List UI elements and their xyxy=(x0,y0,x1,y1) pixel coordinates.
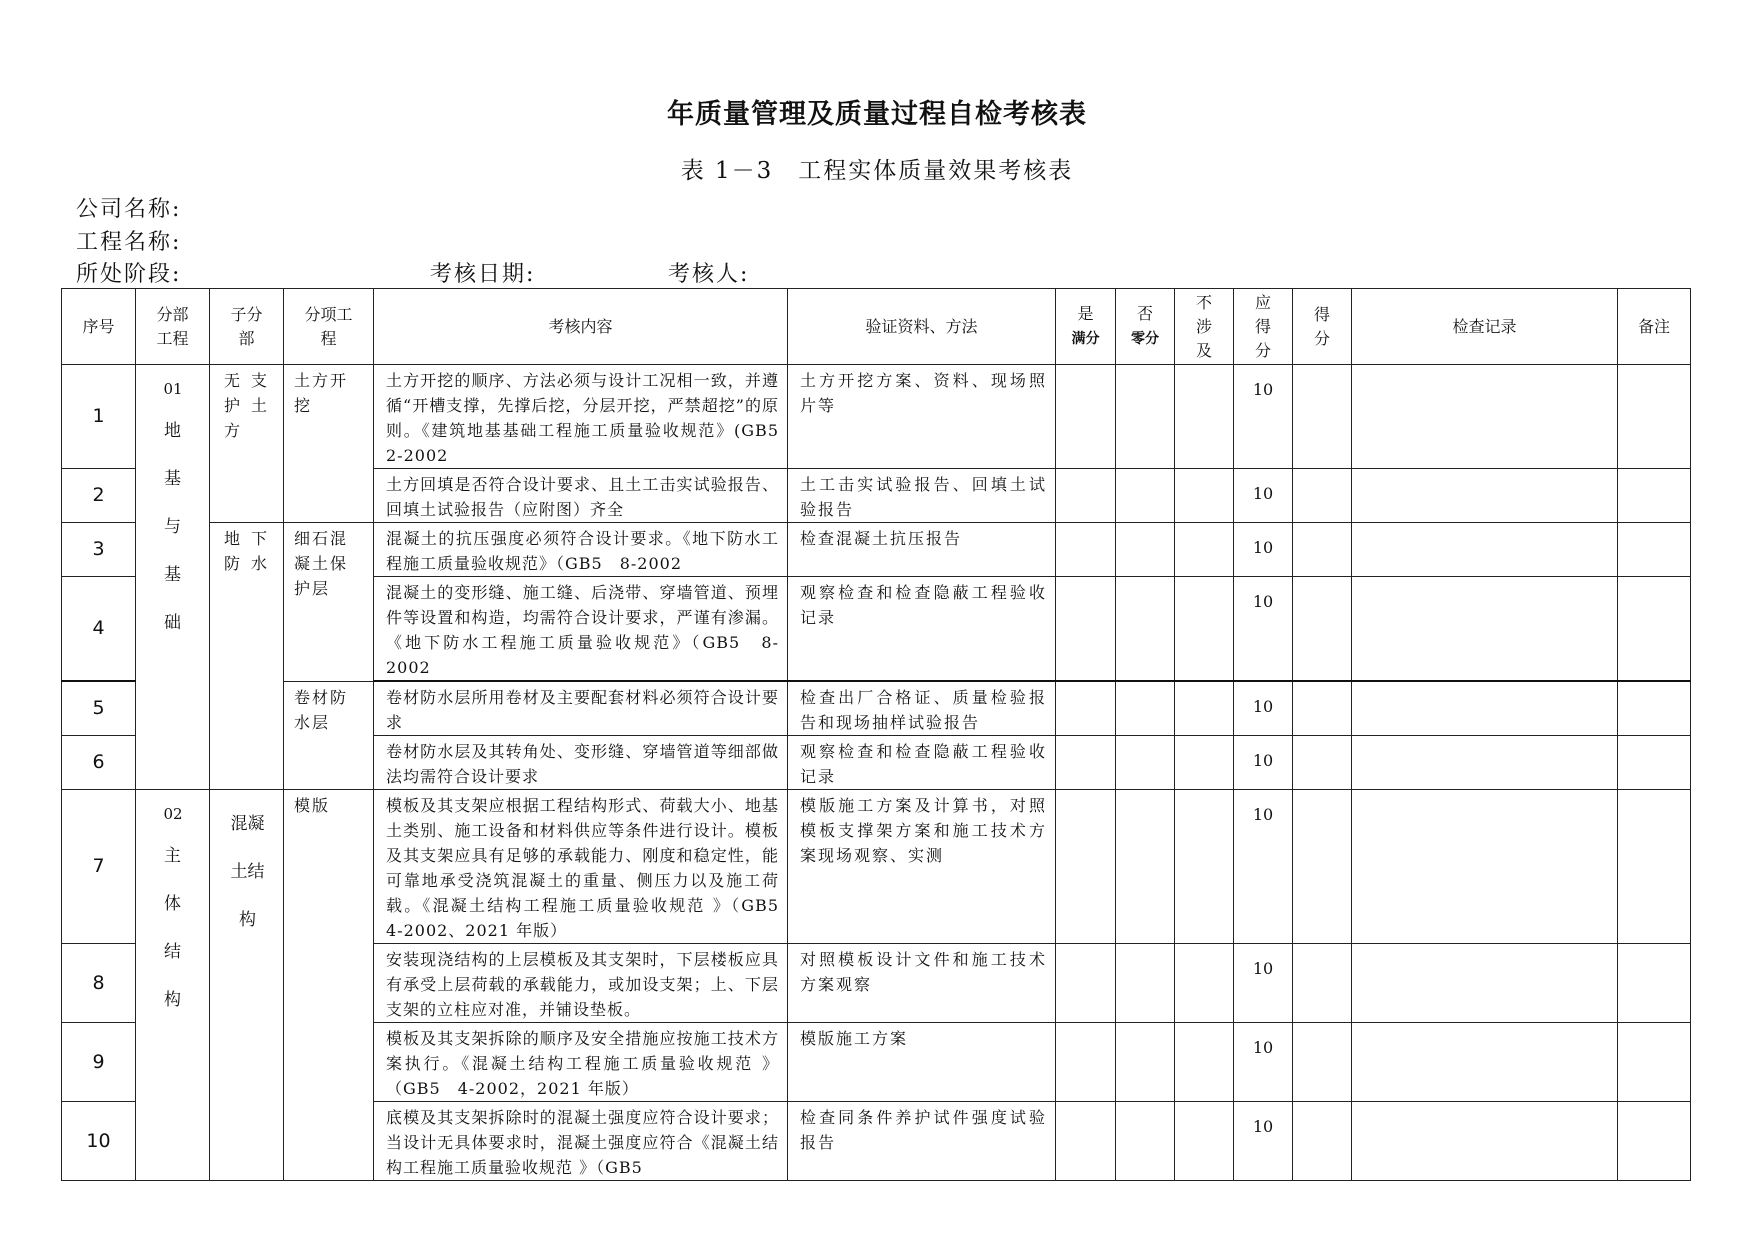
row-yes[interactable] xyxy=(1056,1102,1116,1181)
row-got[interactable] xyxy=(1293,365,1352,469)
row-na[interactable] xyxy=(1175,577,1234,682)
row-na[interactable] xyxy=(1175,944,1234,1023)
row-content: 模板及其支架拆除的顺序及安全措施应按施工技术方案执行。《混凝土结构工程施工质量验收规范 》（GB5 4-2002，2021 年版） xyxy=(374,1023,788,1102)
company-label: 公司名称: xyxy=(76,197,182,222)
row-seq: 6 xyxy=(62,736,136,790)
row-due: 10 xyxy=(1234,681,1293,736)
row-record[interactable] xyxy=(1352,469,1618,523)
row-remark[interactable] xyxy=(1618,944,1691,1023)
row-record[interactable] xyxy=(1352,523,1618,577)
header-remark: 备注 xyxy=(1618,289,1691,365)
row-record[interactable] xyxy=(1352,790,1618,944)
row-no[interactable] xyxy=(1116,736,1175,790)
row-record[interactable] xyxy=(1352,1102,1618,1181)
assessor-label: 考核人: xyxy=(668,262,750,287)
table-row xyxy=(62,681,1691,736)
row-method: 观察检查和检查隐蔽工程验收记录 xyxy=(788,577,1056,682)
row-remark[interactable] xyxy=(1618,469,1691,523)
row-got[interactable] xyxy=(1293,736,1352,790)
document-title: 年质量管理及质量过程自检考核表 xyxy=(667,99,1087,130)
row-due: 10 xyxy=(1234,944,1293,1023)
row-no[interactable] xyxy=(1116,523,1175,577)
table-row xyxy=(62,523,1691,577)
row-remark[interactable] xyxy=(1618,1023,1691,1102)
row-remark[interactable] xyxy=(1618,523,1691,577)
row-remark[interactable] xyxy=(1618,681,1691,736)
header-na: 不涉及 xyxy=(1175,289,1234,365)
row-record[interactable] xyxy=(1352,736,1618,790)
row-due: 10 xyxy=(1234,1023,1293,1102)
header-row xyxy=(62,289,1691,365)
row-got[interactable] xyxy=(1293,681,1352,736)
stage-label: 所处阶段: xyxy=(76,262,182,287)
row-record[interactable] xyxy=(1352,577,1618,682)
row-yes[interactable] xyxy=(1056,944,1116,1023)
table-subtitle: 表 1－3 工程实体质量效果考核表 xyxy=(680,158,1074,184)
header-no: 否 零分 xyxy=(1116,289,1175,365)
row-got[interactable] xyxy=(1293,469,1352,523)
header-subdivision: 子分部 xyxy=(210,289,284,365)
header-division: 分部工程 xyxy=(136,289,210,365)
row-content: 土方回填是否符合设计要求、且土工击实试验报告、回填土试验报告（应附图）齐全 xyxy=(374,469,788,523)
row-method: 模版施工方案及计算书，对照模板支撑架方案和施工技术方案现场观察、实测 xyxy=(788,790,1056,944)
row-na[interactable] xyxy=(1175,365,1234,469)
division-cell: 02 主 体 结 构 xyxy=(136,790,210,1181)
header-method: 验证资料、方法 xyxy=(788,289,1056,365)
row-got[interactable] xyxy=(1293,790,1352,944)
row-yes[interactable] xyxy=(1056,523,1116,577)
row-content: 卷材防水层所用卷材及主要配套材料必须符合设计要求 xyxy=(374,681,788,736)
header-item: 分项工程 xyxy=(284,289,374,365)
row-na[interactable] xyxy=(1175,790,1234,944)
row-due: 10 xyxy=(1234,790,1293,944)
header-got: 得分 xyxy=(1293,289,1352,365)
table-row xyxy=(62,365,1691,469)
row-got[interactable] xyxy=(1293,1102,1352,1181)
item-cell: 细石混凝土保护层 xyxy=(284,523,374,682)
row-yes[interactable] xyxy=(1056,736,1116,790)
row-record[interactable] xyxy=(1352,944,1618,1023)
assessment-table xyxy=(61,288,1691,1181)
row-method: 检查出厂合格证、质量检验报告和现场抽样试验报告 xyxy=(788,681,1056,736)
row-got[interactable] xyxy=(1293,1023,1352,1102)
row-remark[interactable] xyxy=(1618,736,1691,790)
row-no[interactable] xyxy=(1116,1023,1175,1102)
row-method: 检查混凝土抗压报告 xyxy=(788,523,1056,577)
row-seq: 8 xyxy=(62,944,136,1023)
subdivision-cell: 无支护土方 xyxy=(210,365,284,523)
date-label: 考核日期: xyxy=(430,262,536,287)
division-cell: 01 地 基 与 基 础 xyxy=(136,365,210,790)
row-record[interactable] xyxy=(1352,365,1618,469)
row-method: 土方开挖方案、资料、现场照片等 xyxy=(788,365,1056,469)
row-seq: 9 xyxy=(62,1023,136,1102)
subdivision-cell: 混凝 土结 构 xyxy=(210,790,284,1181)
row-method: 观察检查和检查隐蔽工程验收记录 xyxy=(788,736,1056,790)
row-na[interactable] xyxy=(1175,1102,1234,1181)
row-due: 10 xyxy=(1234,1102,1293,1181)
header-due: 应得分 xyxy=(1234,289,1293,365)
item-cell: 卷材防水层 xyxy=(284,681,374,790)
row-record[interactable] xyxy=(1352,1023,1618,1102)
row-due: 10 xyxy=(1234,736,1293,790)
row-seq: 1 xyxy=(62,365,136,469)
row-yes[interactable] xyxy=(1056,1023,1116,1102)
row-seq: 7 xyxy=(62,790,136,944)
row-remark[interactable] xyxy=(1618,577,1691,682)
row-seq: 3 xyxy=(62,523,136,577)
row-content: 土方开挖的顺序、方法必须与设计工况相一致，并遵循“开槽支撑，先撑后挖，分层开挖，严禁超挖”的原则。《建筑地基基础工程施工质量验收规范》(GB5 2-2002 xyxy=(374,365,788,469)
row-no[interactable] xyxy=(1116,681,1175,736)
row-na[interactable] xyxy=(1175,469,1234,523)
row-na[interactable] xyxy=(1175,523,1234,577)
row-seq: 10 xyxy=(62,1102,136,1181)
row-got[interactable] xyxy=(1293,577,1352,682)
row-na[interactable] xyxy=(1175,681,1234,736)
row-no[interactable] xyxy=(1116,1102,1175,1181)
row-due: 10 xyxy=(1234,523,1293,577)
row-yes[interactable] xyxy=(1056,681,1116,736)
row-method: 土工击实试验报告、回填土试验报告 xyxy=(788,469,1056,523)
header-seq: 序号 xyxy=(62,289,136,365)
row-due: 10 xyxy=(1234,365,1293,469)
row-content: 混凝土的变形缝、施工缝、后浇带、穿墙管道、预埋件等设置和构造，均需符合设计要求，严谨有渗漏。《地下防水工程施工质量验收规范》（GB5 8-2002 xyxy=(374,577,788,682)
project-label: 工程名称: xyxy=(76,230,182,255)
row-remark[interactable] xyxy=(1618,790,1691,944)
row-remark[interactable] xyxy=(1618,1102,1691,1181)
row-method: 对照模板设计文件和施工技术方案观察 xyxy=(788,944,1056,1023)
row-content: 混凝土的抗压强度必须符合设计要求。《地下防水工程施工质量验收规范》（GB5 8-2002 xyxy=(374,523,788,577)
row-no[interactable] xyxy=(1116,577,1175,682)
table-row xyxy=(62,790,1691,944)
row-method: 检查同条件养护试件强度试验报告 xyxy=(788,1102,1056,1181)
row-content: 模板及其支架应根据工程结构形式、荷载大小、地基土类别、施工设备和材料供应等条件进行设计。模板及其支架应具有足够的承载能力、刚度和稳定性，能可靠地承受浇筑混凝土的重量、侧压力以及施工荷载。《混凝土结构工程施工质量验收规范 》（GB5 4-2002、2021 年版） xyxy=(374,790,788,944)
row-no[interactable] xyxy=(1116,469,1175,523)
subdivision-cell: 地下防水 xyxy=(210,523,284,790)
row-content: 安装现浇结构的上层模板及其支架时，下层楼板应具有承受上层荷载的承载能力，或加设支架；上、下层支架的立柱应对准，并铺设垫板。 xyxy=(374,944,788,1023)
row-content: 卷材防水层及其转角处、变形缝、穿墙管道等细部做法均需符合设计要求 xyxy=(374,736,788,790)
row-yes[interactable] xyxy=(1056,790,1116,944)
row-yes[interactable] xyxy=(1056,365,1116,469)
row-remark[interactable] xyxy=(1618,365,1691,469)
header-yes: 是 满分 xyxy=(1056,289,1116,365)
row-got[interactable] xyxy=(1293,523,1352,577)
row-method: 模版施工方案 xyxy=(788,1023,1056,1102)
row-got[interactable] xyxy=(1293,944,1352,1023)
row-seq: 4 xyxy=(62,577,136,682)
row-na[interactable] xyxy=(1175,1023,1234,1102)
row-no[interactable] xyxy=(1116,365,1175,469)
row-yes[interactable] xyxy=(1056,577,1116,682)
row-content: 底模及其支架拆除时的混凝土强度应符合设计要求；当设计无具体要求时，混凝土强度应符合《混凝土结构工程施工质量验收规范 》（GB5 xyxy=(374,1102,788,1181)
row-due: 10 xyxy=(1234,577,1293,682)
row-seq: 5 xyxy=(62,681,136,736)
row-no[interactable] xyxy=(1116,944,1175,1023)
header-content: 考核内容 xyxy=(374,289,788,365)
row-na[interactable] xyxy=(1175,736,1234,790)
row-yes[interactable] xyxy=(1056,469,1116,523)
header-record: 检查记录 xyxy=(1352,289,1618,365)
row-seq: 2 xyxy=(62,469,136,523)
item-cell: 模版 xyxy=(284,790,374,1181)
item-cell: 土方开挖 xyxy=(284,365,374,523)
row-no[interactable] xyxy=(1116,790,1175,944)
row-record[interactable] xyxy=(1352,681,1618,736)
row-due: 10 xyxy=(1234,469,1293,523)
